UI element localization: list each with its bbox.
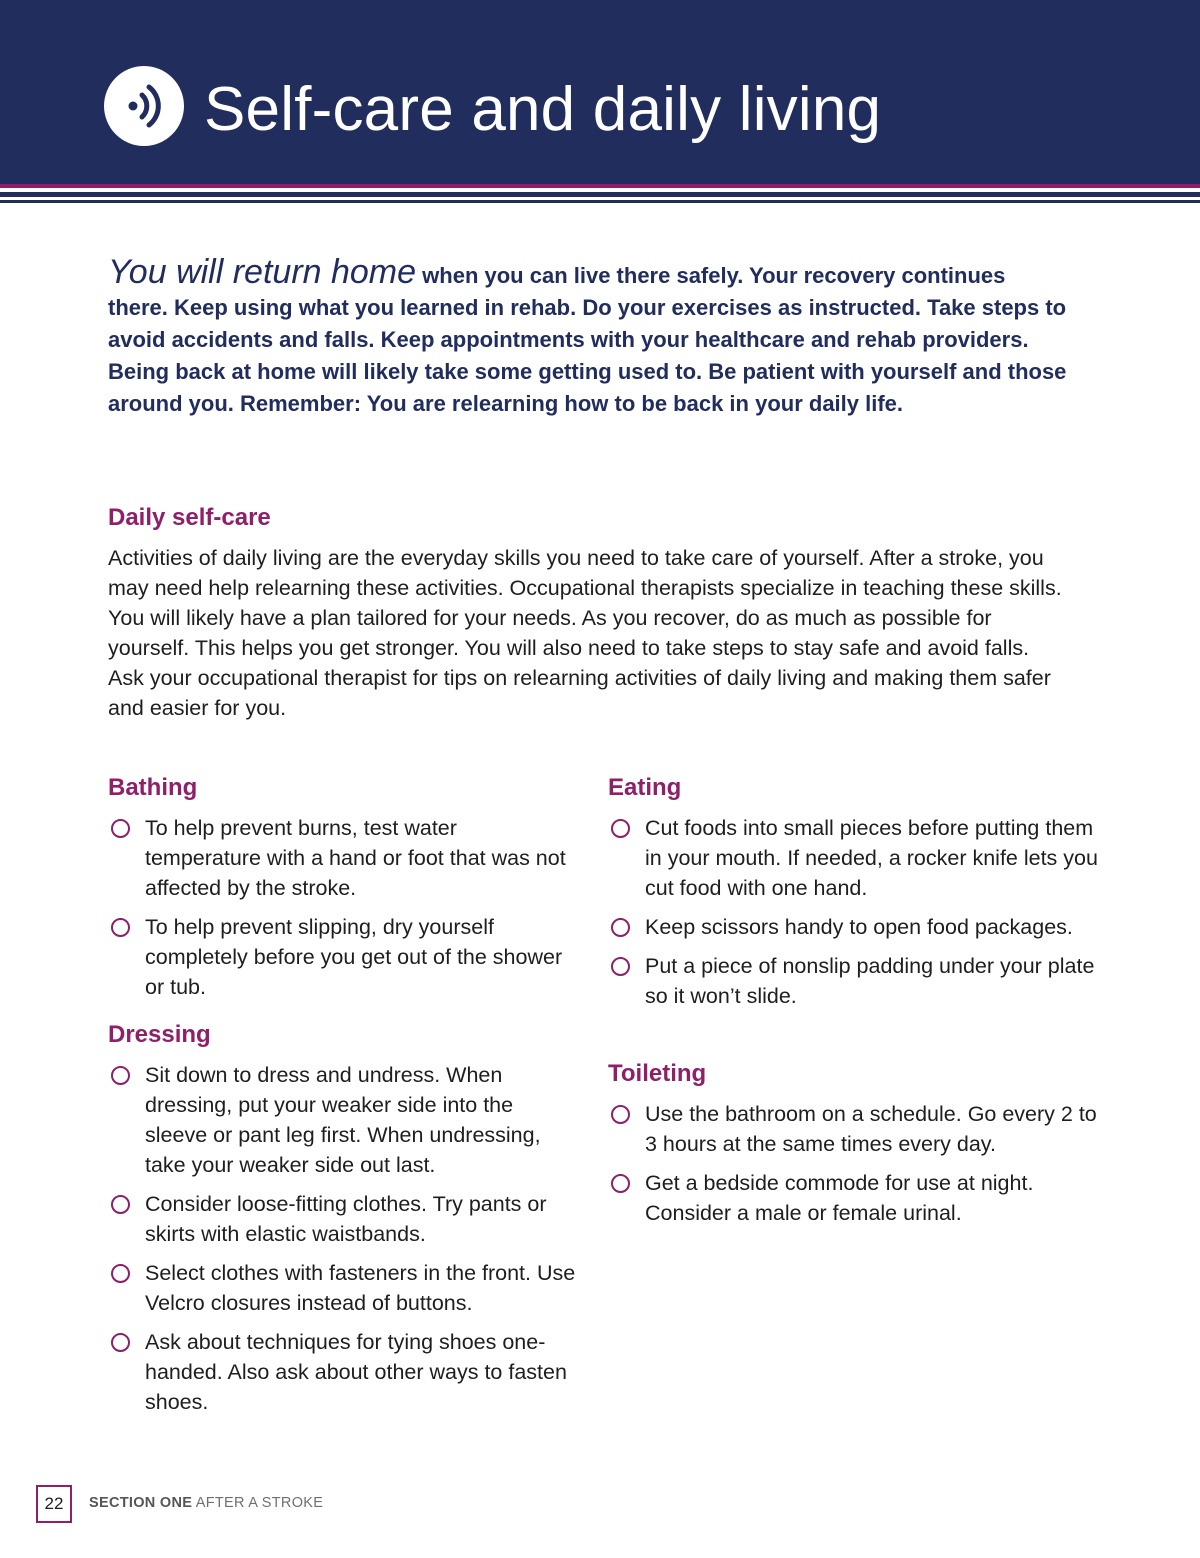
list-item: Use the bathroom on a schedule. Go every 2 to 3 hours at the same times every day. [608, 1099, 1098, 1159]
intro-text: when you can live there safely. Your recovery continues there. Keep using what you learned in rehab. Do your exercises as instructed. Take steps to avoid accidents and falls. Keep appointments with your healthcare and rehab providers. Being back at home will likely take some getting used to. Be patient with yourself and those around you. Remember: You are relearning how to be back in your daily life. [108, 263, 1067, 416]
circle-bullet-icon [111, 1066, 130, 1085]
list-item: To help prevent burns, test water temperature with a hand or foot that was not affected by the stroke. [108, 813, 578, 903]
list-item: Keep scissors handy to open food packages. [608, 912, 1098, 942]
dressing-heading: Dressing [108, 1021, 211, 1048]
circle-bullet-icon [611, 918, 630, 937]
eating-list [608, 813, 1098, 1020]
footer-section: SECTION ONE [89, 1495, 193, 1511]
page-title: Self-care and daily living [204, 75, 882, 144]
intro-paragraph [108, 253, 1068, 420]
sound-waves-icon [104, 66, 184, 146]
daily-self-care-heading: Daily self-care [108, 504, 271, 531]
footer-chapter: AFTER A STROKE [192, 1495, 324, 1511]
bathing-list [108, 813, 578, 1011]
list-item: Get a bedside commode for use at night. Consider a male or female urinal. [608, 1168, 1098, 1228]
circle-bullet-icon [111, 1333, 130, 1352]
eating-heading: Eating [608, 774, 682, 801]
page-number: 22 [36, 1485, 72, 1523]
list-item: Ask about techniques for tying shoes one-handed. Also ask about other ways to fasten shoes. [108, 1327, 578, 1417]
circle-bullet-icon [111, 819, 130, 838]
header-stripe [0, 200, 1200, 203]
circle-bullet-icon [111, 918, 130, 937]
circle-bullet-icon [611, 1174, 630, 1193]
circle-bullet-icon [611, 957, 630, 976]
list-item: To help prevent slipping, dry yourself completely before you get out of the shower or tub. [108, 912, 578, 1002]
list-item: Select clothes with fasteners in the front. Use Velcro closures instead of buttons. [108, 1258, 578, 1318]
toileting-heading: Toileting [608, 1060, 707, 1087]
circle-bullet-icon [111, 1264, 130, 1283]
list-item: Consider loose-fitting clothes. Try pants or skirts with elastic waistbands. [108, 1189, 578, 1249]
running-footer [89, 1494, 323, 1512]
list-item: Sit down to dress and undress. When dressing, put your weaker side into the sleeve or pant leg first. When undressing, take your weaker side out last. [108, 1060, 578, 1180]
dressing-list [108, 1060, 578, 1426]
list-item: Put a piece of nonslip padding under your plate so it won’t slide. [608, 951, 1098, 1011]
toileting-list [608, 1099, 1098, 1237]
circle-bullet-icon [611, 1105, 630, 1124]
intro-lead: You will return home [108, 253, 417, 291]
circle-bullet-icon [611, 819, 630, 838]
list-item: Cut foods into small pieces before putting them in your mouth. If needed, a rocker knife lets you cut food with one hand. [608, 813, 1098, 903]
daily-self-care-text: Activities of daily living are the everyday skills you need to take care of yourself. After a stroke, you may need help relearning these activities. Occupational therapists specialize in teaching these skills. You will likely have a plan tailored for your needs. As you recover, do as much as possible for yourself. This helps you get stronger. You will also need to take steps to stay safe and avoid falls. Ask your occupational therapist for tips on relearning activities of daily living and making them safer and easier for you. [108, 546, 1062, 720]
bathing-heading: Bathing [108, 774, 198, 801]
circle-bullet-icon [111, 1195, 130, 1214]
